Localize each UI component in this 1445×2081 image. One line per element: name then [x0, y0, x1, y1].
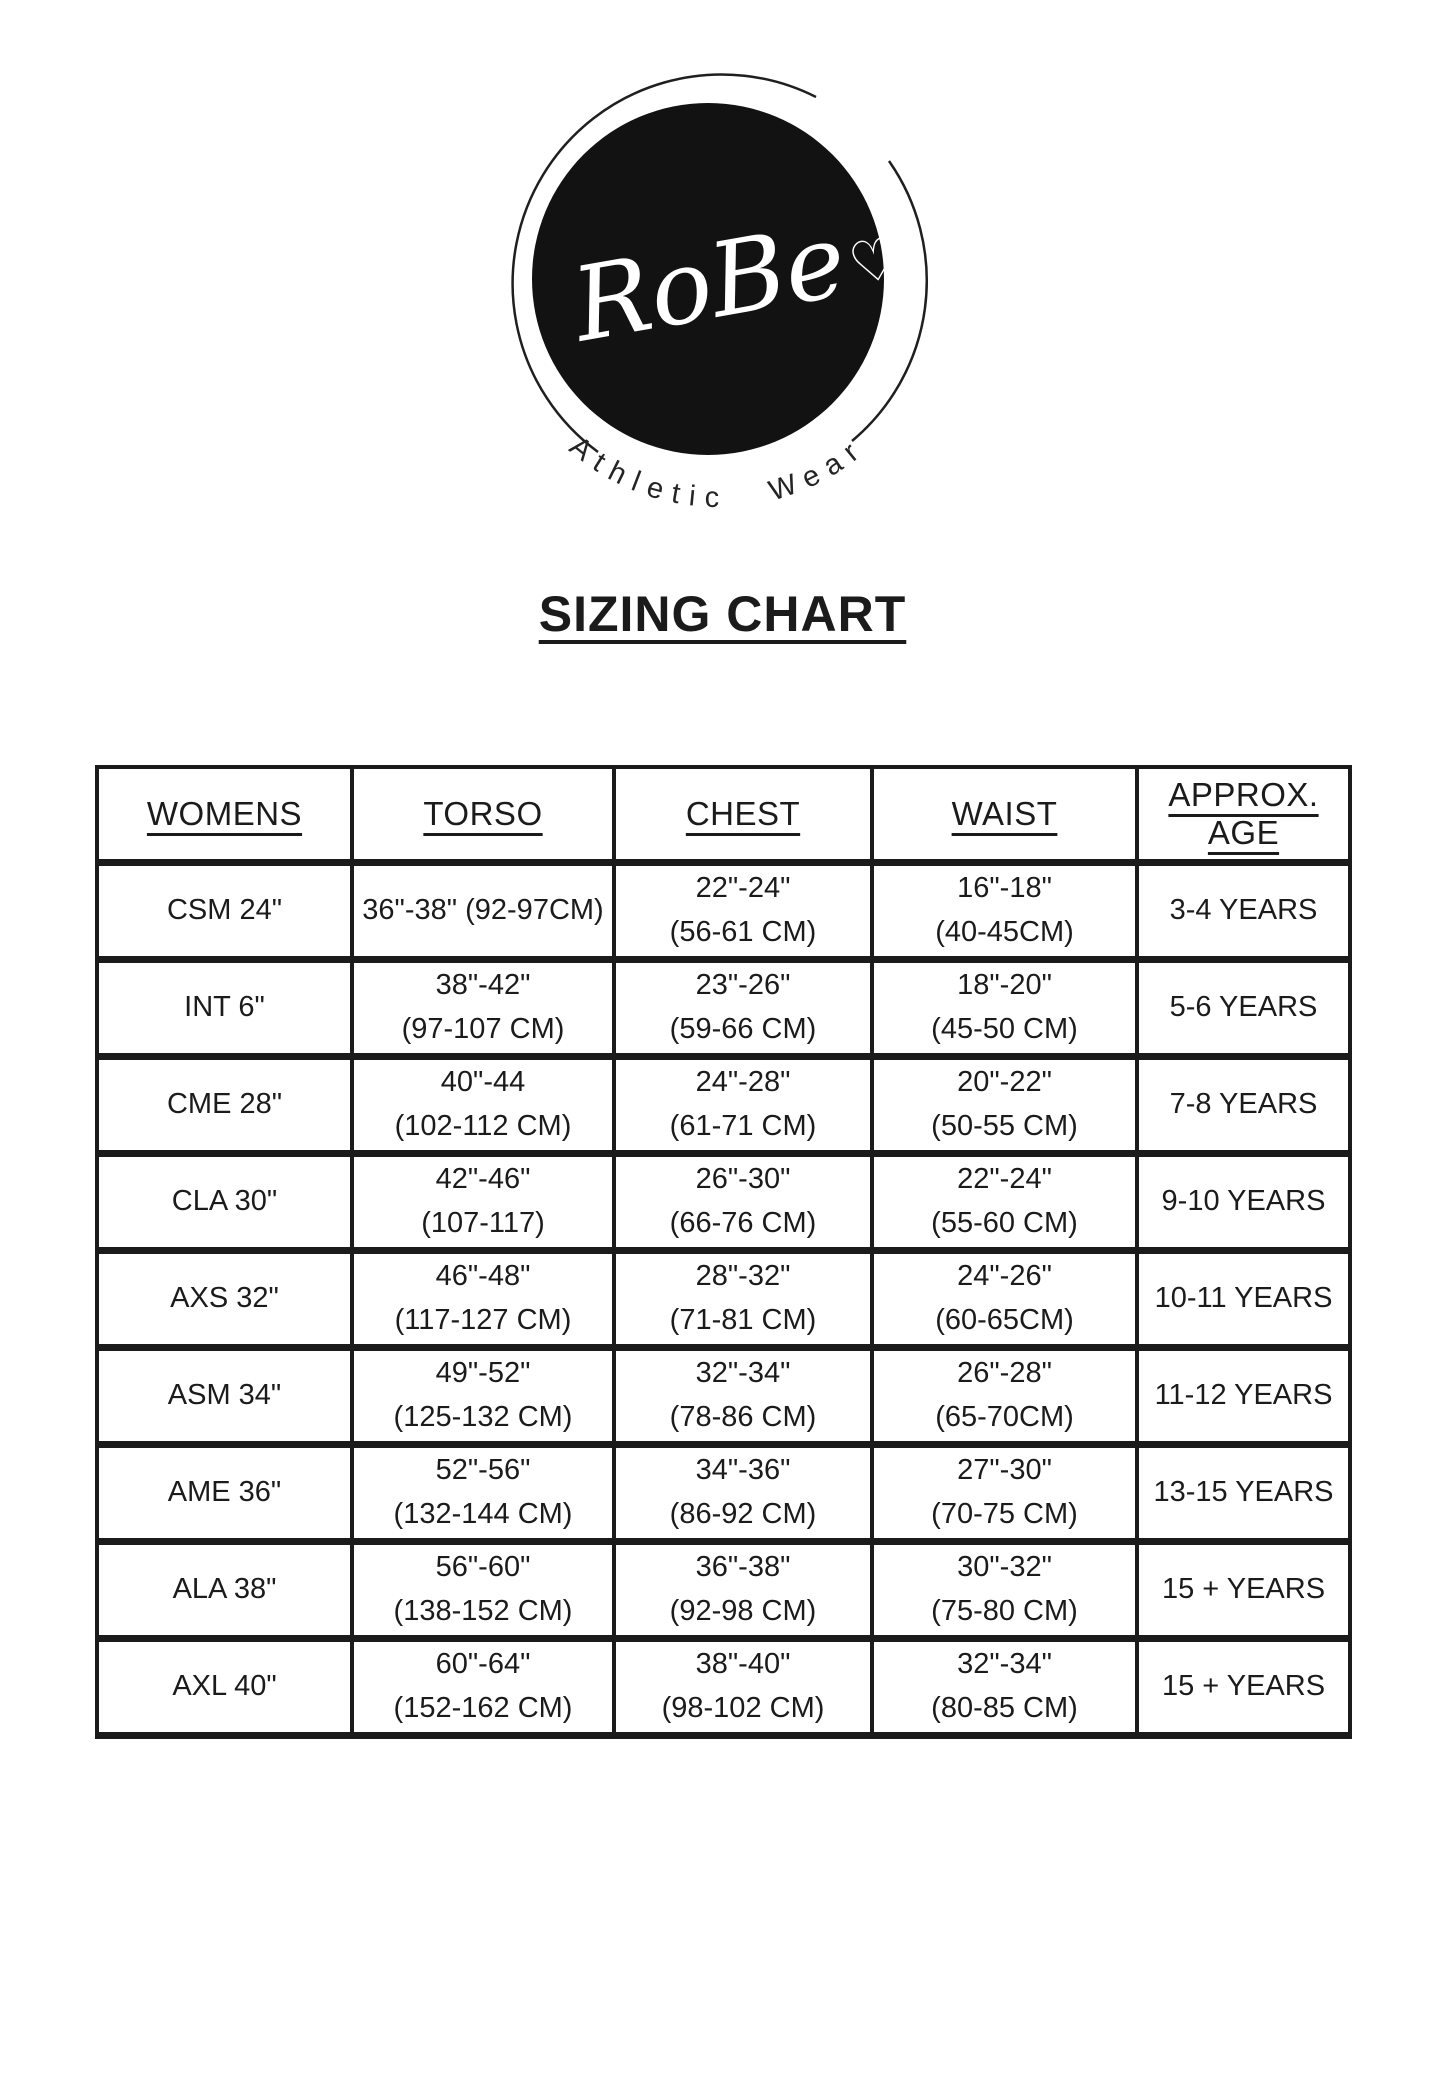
torso-cell — [352, 1444, 614, 1541]
table-row — [97, 959, 1350, 1056]
measurement-line: 60"-64" — [435, 1648, 531, 1680]
measurement-line: 32"-34" — [695, 1357, 791, 1389]
age-cell: 13-15 YEARS — [1137, 1444, 1350, 1541]
column-header-womens: WOMENS — [97, 767, 352, 862]
table-row — [97, 862, 1350, 959]
age-cell: 3-4 YEARS — [1137, 862, 1350, 959]
waist-cell — [872, 1347, 1137, 1444]
age-cell: 15 + YEARS — [1137, 1638, 1350, 1735]
measurement-line: (56-61 CM) — [669, 915, 817, 948]
table-row — [97, 1347, 1350, 1444]
measurement-line: (61-71 CM) — [669, 1109, 817, 1142]
measurement-line: (92-98 CM) — [669, 1594, 817, 1627]
measurement-line: 36"-38" (92-97CM) — [362, 893, 604, 926]
waist-cell — [872, 1056, 1137, 1153]
measurement-line: 40"-44 — [440, 1066, 526, 1098]
torso-cell — [352, 1347, 614, 1444]
column-header-approx-age: APPROX. AGE — [1137, 767, 1350, 862]
measurement-line: (117-127 CM) — [394, 1303, 572, 1336]
measurement-line: 27"-30" — [957, 1454, 1052, 1486]
size-cell: INT 6" — [97, 959, 352, 1056]
measurement-line: (75-80 CM) — [931, 1594, 1078, 1627]
header-row — [97, 767, 1350, 862]
age-cell: 5-6 YEARS — [1137, 959, 1350, 1056]
chest-cell — [614, 1153, 872, 1250]
measurement-line: 38"-40" — [695, 1648, 791, 1680]
size-cell: AXL 40" — [97, 1638, 352, 1735]
measurement-line: (70-75 CM) — [931, 1497, 1078, 1530]
column-header-waist: WAIST — [872, 767, 1137, 862]
measurement-line: (65-70CM) — [935, 1400, 1074, 1433]
measurement-line: (59-66 CM) — [669, 1012, 817, 1045]
table-row — [97, 1250, 1350, 1347]
size-cell: AXS 32" — [97, 1250, 352, 1347]
measurement-line: 22"-24" — [957, 1163, 1052, 1195]
measurement-line: 52"-56" — [435, 1454, 531, 1486]
measurement-line: 16"-18" — [957, 872, 1052, 904]
age-cell: 15 + YEARS — [1137, 1541, 1350, 1638]
chest-cell — [614, 1056, 872, 1153]
measurement-line: (97-107 CM) — [401, 1012, 565, 1045]
waist-cell — [872, 862, 1137, 959]
torso-cell — [352, 1250, 614, 1347]
measurement-line: (50-55 CM) — [931, 1109, 1078, 1142]
size-cell: ALA 38" — [97, 1541, 352, 1638]
age-cell: 11-12 YEARS — [1137, 1347, 1350, 1444]
measurement-line: 22"-24" — [695, 872, 791, 904]
measurement-line: 38"-42" — [435, 969, 531, 1001]
chest-cell — [614, 959, 872, 1056]
size-cell: CSM 24" — [97, 862, 352, 959]
logo-tagline: Athletic Wear — [563, 430, 873, 515]
waist-cell — [872, 959, 1137, 1056]
measurement-line: (152-162 CM) — [393, 1691, 573, 1724]
measurement-line: (98-102 CM) — [661, 1691, 825, 1724]
torso-cell — [352, 1153, 614, 1250]
table-row — [97, 1153, 1350, 1250]
measurement-line: 26"-30" — [695, 1163, 791, 1195]
table-row — [97, 1444, 1350, 1541]
table-row — [97, 1638, 1350, 1735]
measurement-line: 34"-36" — [695, 1454, 791, 1486]
torso-cell — [352, 1638, 614, 1735]
torso-cell — [352, 1541, 614, 1638]
table-row — [97, 1056, 1350, 1153]
waist-cell — [872, 1153, 1137, 1250]
measurement-line: 46"-48" — [435, 1260, 531, 1292]
torso-cell — [352, 862, 614, 959]
chest-cell — [614, 1541, 872, 1638]
torso-cell — [352, 1056, 614, 1153]
waist-cell — [872, 1444, 1137, 1541]
brand-name-script: RoBe♡ — [564, 200, 907, 366]
chest-cell — [614, 1250, 872, 1347]
measurement-line: 24"-26" — [957, 1260, 1052, 1292]
measurement-line: (138-152 CM) — [393, 1594, 573, 1627]
measurement-line: 24"-28" — [695, 1066, 791, 1098]
table-row — [97, 1541, 1350, 1638]
chest-cell — [614, 1444, 872, 1541]
measurement-line: 32"-34" — [957, 1648, 1052, 1680]
size-cell: AME 36" — [97, 1444, 352, 1541]
chest-cell — [614, 862, 872, 959]
waist-cell — [872, 1250, 1137, 1347]
measurement-line: 36"-38" — [695, 1551, 791, 1583]
measurement-line: (86-92 CM) — [669, 1497, 817, 1530]
measurement-line: (78-86 CM) — [669, 1400, 817, 1433]
torso-cell — [352, 959, 614, 1056]
measurement-line: (80-85 CM) — [931, 1691, 1078, 1724]
heart-icon: ♡ — [843, 222, 907, 299]
measurement-line: 49"-52" — [435, 1357, 531, 1389]
age-cell: 9-10 YEARS — [1137, 1153, 1350, 1250]
measurement-line: 28"-32" — [695, 1260, 791, 1292]
measurement-line: 18"-20" — [957, 969, 1052, 1001]
size-cell: ASM 34" — [97, 1347, 352, 1444]
measurement-line: (132-144 CM) — [393, 1497, 573, 1530]
measurement-line: (60-65CM) — [935, 1303, 1074, 1336]
measurement-line: (45-50 CM) — [931, 1012, 1078, 1045]
measurement-line: 26"-28" — [957, 1357, 1052, 1389]
chest-cell — [614, 1638, 872, 1735]
measurement-line: 56"-60" — [435, 1551, 531, 1583]
age-cell: 10-11 YEARS — [1137, 1250, 1350, 1347]
column-header-chest: CHEST — [614, 767, 872, 862]
measurement-line: 30"-32" — [957, 1551, 1052, 1583]
measurement-line: (102-112 CM) — [394, 1109, 572, 1142]
column-header-torso: TORSO — [352, 767, 614, 862]
brand-logo-graphic — [496, 58, 936, 518]
page-title: SIZING CHART — [538, 586, 907, 642]
measurement-line: (66-76 CM) — [669, 1206, 817, 1239]
measurement-line: (71-81 CM) — [669, 1303, 817, 1336]
measurement-line: (55-60 CM) — [931, 1206, 1078, 1239]
sizing-table — [95, 765, 1352, 1739]
size-cell: CME 28" — [97, 1056, 352, 1153]
measurement-line: (125-132 CM) — [393, 1400, 573, 1433]
size-cell: CLA 30" — [97, 1153, 352, 1250]
waist-cell — [872, 1541, 1137, 1638]
measurement-line: (40-45CM) — [935, 915, 1074, 948]
measurement-line: 42"-46" — [435, 1163, 531, 1195]
brand-logo — [496, 58, 936, 518]
chest-cell — [614, 1347, 872, 1444]
measurement-line: 23"-26" — [695, 969, 791, 1001]
measurement-line: (107-117) — [421, 1206, 545, 1239]
measurement-line: 20"-22" — [957, 1066, 1052, 1098]
waist-cell — [872, 1638, 1137, 1735]
age-cell: 7-8 YEARS — [1137, 1056, 1350, 1153]
